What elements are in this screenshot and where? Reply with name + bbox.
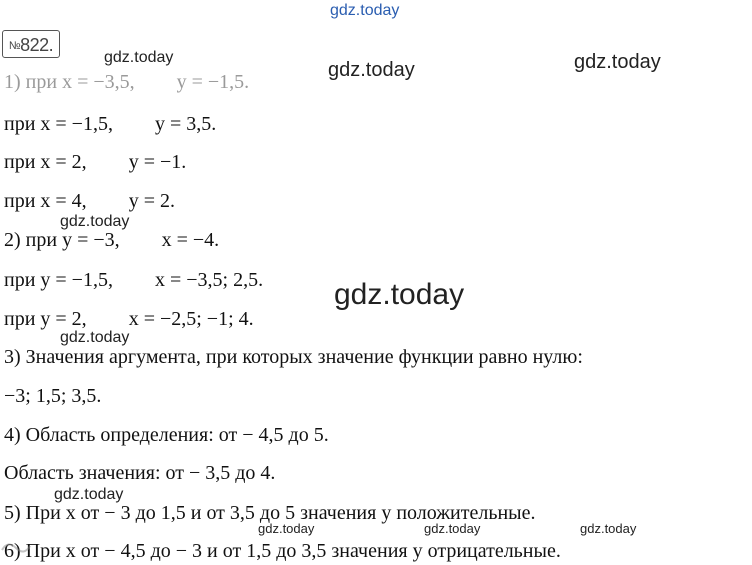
answer-line-5 (4, 228, 219, 252)
answer-line-11 (4, 461, 275, 485)
answer-line-12-text: 5) При x от − 3 до 1,5 и от 3,5 до 5 значения y положительные. (4, 502, 536, 524)
answer-line-3 (4, 150, 186, 174)
watermark: gdz.today (54, 486, 124, 503)
watermark-small: gdz.today (258, 521, 315, 536)
watermark: gdz.today (328, 59, 415, 81)
watermark: gdz.today (60, 213, 130, 230)
watermark: gdz.today (60, 329, 130, 346)
answer-line-2-right: y = 3,5. (154, 113, 217, 135)
problem-number-badge (2, 30, 60, 58)
answer-line-5-left: 2) при y = −3, (4, 229, 120, 251)
problem-number: 822. (20, 35, 54, 55)
watermark: gdz.today (104, 49, 174, 66)
answer-line-1 (4, 70, 249, 94)
watermark-small: gdz.today (424, 521, 481, 536)
answer-line-8 (4, 345, 583, 369)
answer-line-12 (4, 501, 536, 525)
answer-line-13 (4, 539, 561, 563)
ink-smudge (0, 536, 40, 558)
answer-line-13-text: 6) При x от − 4,5 до − 3 и от 1,5 до 3,5 значения y отрицательные. (4, 540, 561, 562)
watermark: gdz.today (574, 51, 661, 73)
number-sign: № (8, 40, 21, 52)
answer-line-9 (4, 384, 101, 408)
answer-line-6 (4, 268, 263, 292)
answer-line-5-right: x = −4. (161, 229, 220, 251)
watermark-top: gdz.today (330, 2, 400, 19)
answer-line-3-right: y = −1. (128, 151, 187, 173)
answer-line-4-right: y = 2. (128, 190, 175, 212)
answer-line-10 (4, 423, 329, 447)
answer-line-11-text: Область значения: от − 3,5 до 4. (4, 462, 276, 484)
answer-line-1-left: 1) при x = −3,5, (4, 71, 135, 93)
answer-line-6-left: при y = −1,5, (4, 269, 113, 291)
answer-line-1-right: y = −1,5. (176, 71, 250, 93)
watermark-small: gdz.today (580, 521, 637, 536)
answer-line-6-right: x = −3,5; 2,5. (154, 269, 264, 291)
answer-line-7 (4, 307, 254, 331)
answer-line-7-left: при y = 2, (4, 308, 87, 330)
answer-line-8-text: 3) Значения аргумента, при которых значение функции равно нулю: (4, 346, 583, 368)
answer-line-3-left: при x = 2, (4, 151, 87, 173)
answer-line-4 (4, 189, 175, 213)
answer-line-9-text: −3; 1,5; 3,5. (4, 385, 102, 407)
answer-line-7-right: x = −2,5; −1; 4. (128, 308, 254, 330)
watermark-large: gdz.today (334, 278, 465, 311)
answer-line-2-left: при x = −1,5, (4, 113, 113, 135)
answer-line-4-left: при x = 4, (4, 190, 87, 212)
answer-line-10-text: 4) Область определения: от − 4,5 до 5. (4, 424, 329, 446)
answer-line-2 (4, 112, 216, 136)
